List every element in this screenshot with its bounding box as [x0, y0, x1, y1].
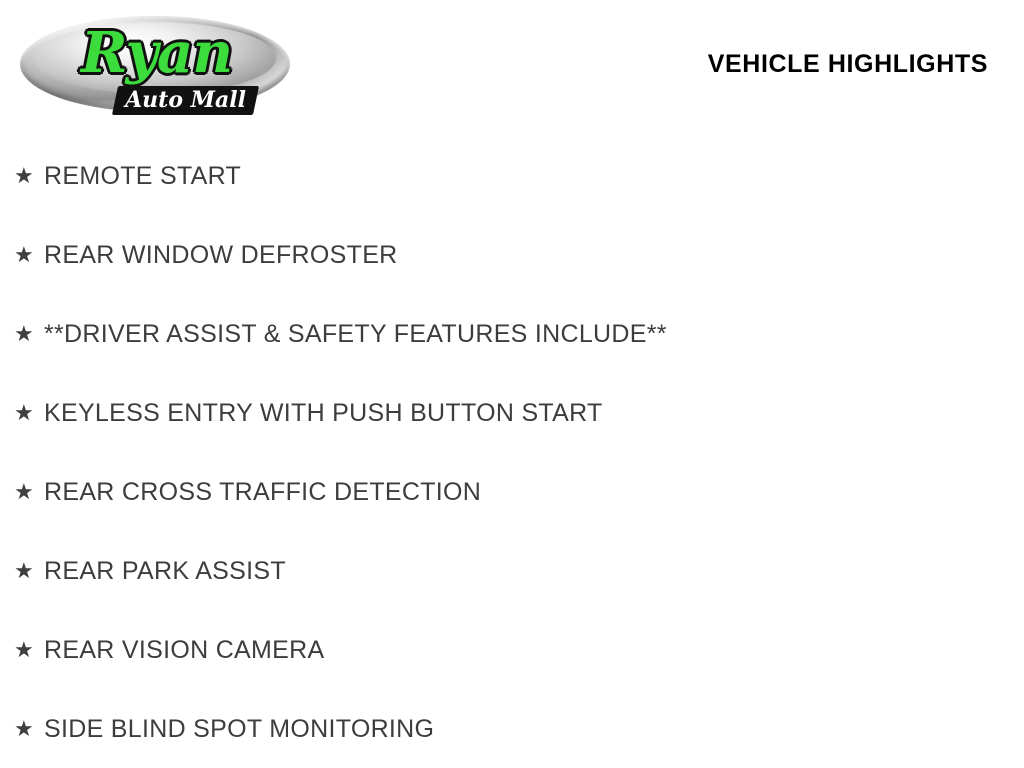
- list-item-label: REAR WINDOW DEFROSTER: [44, 240, 398, 269]
- star-icon: ★: [14, 241, 34, 267]
- list-item-label: REAR PARK ASSIST: [44, 556, 286, 585]
- list-item: [0, 531, 1024, 610]
- ryan-auto-mall-logo: [20, 10, 290, 118]
- star-icon: ★: [14, 320, 34, 346]
- list-item: [0, 452, 1024, 531]
- list-item-label: KEYLESS ENTRY WITH PUSH BUTTON START: [44, 398, 603, 427]
- logo-brand-secondary: Auto Mall: [125, 87, 246, 113]
- list-item-label: **DRIVER ASSIST & SAFETY FEATURES INCLUDE**: [44, 319, 667, 348]
- logo-banner: [112, 86, 259, 115]
- page-header: [0, 0, 1024, 130]
- list-item: [0, 689, 1024, 768]
- list-item: [0, 610, 1024, 689]
- highlights-list: [0, 136, 1024, 768]
- list-item-label: REMOTE START: [44, 161, 242, 190]
- list-item: [0, 215, 1024, 294]
- star-icon: ★: [14, 715, 34, 741]
- star-icon: ★: [14, 399, 34, 425]
- star-icon: ★: [14, 478, 34, 504]
- star-icon: ★: [14, 636, 34, 662]
- list-item: [0, 373, 1024, 452]
- star-icon: ★: [14, 162, 34, 188]
- list-item-label: REAR CROSS TRAFFIC DETECTION: [44, 477, 482, 506]
- logo-brand-primary: Ryan: [80, 20, 233, 86]
- page-title: VEHICLE HIGHLIGHTS: [707, 50, 988, 78]
- list-item: [0, 294, 1024, 373]
- star-icon: ★: [14, 557, 34, 583]
- list-item-label: SIDE BLIND SPOT MONITORING: [44, 714, 435, 743]
- list-item-label: REAR VISION CAMERA: [44, 635, 325, 664]
- list-item: [0, 136, 1024, 215]
